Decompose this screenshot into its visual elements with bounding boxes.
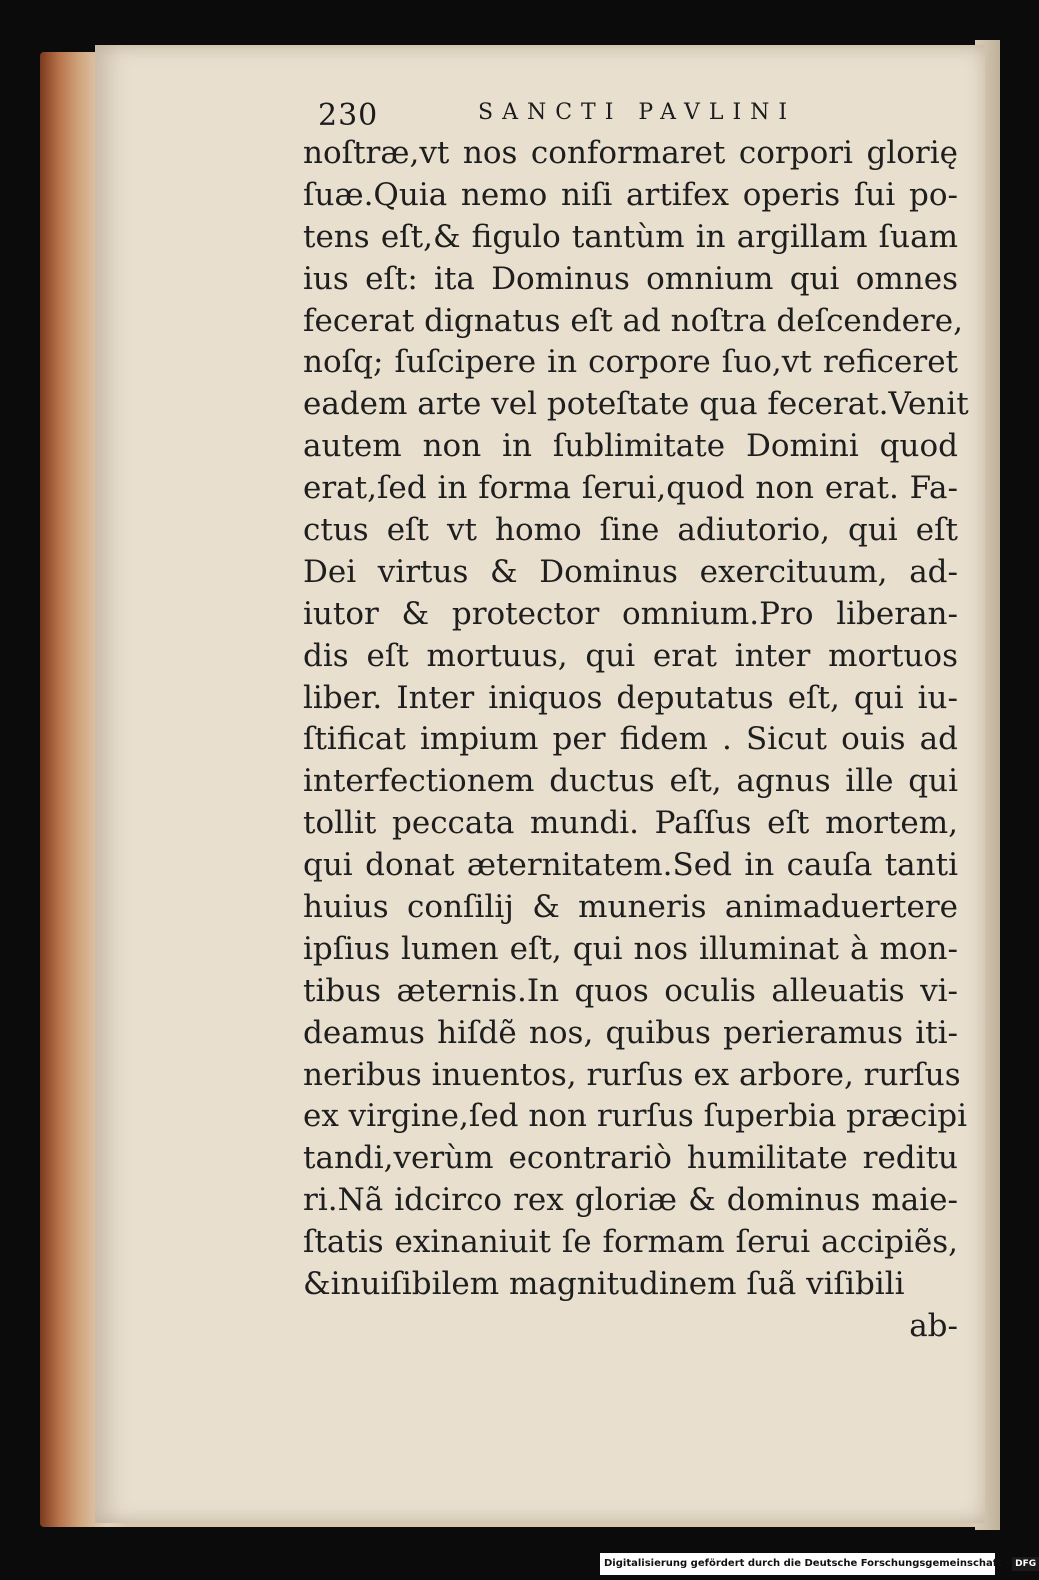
text-line: interfectionem ductus eſt, agnus ille qui [303,763,958,800]
text-line: tandi,verùm econtrariò humilitate reditu [303,1140,958,1177]
text-line: Dei virtus & Dominus exercituum, ad- [303,553,958,590]
running-head: SANCTI PAVLINI [478,100,797,125]
text-line: deamus hiſdẽ nos, quibus perieramus iti- [303,1014,958,1051]
text-line: ri.Nã idcirco rex gloriæ & dominus maie- [303,1182,958,1219]
text-line: tollit peccata mundi. Paſſus eſt mortem, [303,805,958,842]
text-line: neribus inuentos, rurſus ex arbore, rurſus [303,1056,961,1093]
page-number: 230 [318,98,379,133]
text-line: erat,ſed in forma ſerui,quod non erat. Fa- [303,470,958,507]
text-line: qui donat æternitatem.Sed in cauſa tanti [303,847,958,884]
text-line: eadem arte vel poteſtate qua fecerat.Venit [303,386,969,423]
text-line: autem non in ſublimitate Domini quod [303,428,958,465]
text-line: tens eſt,& figulo tantùm in argillam ſuam [303,218,958,255]
text-line: fecerat dignatus eſt ad noſtra deſcendere, [303,302,963,339]
text-line: ſuæ.Quia nemo niſi artifex operis ſui po- [303,176,958,213]
catchword: ab- [909,1307,958,1344]
text-line: ex virgine,ſed non rurſus ſuperbia præcipi [303,1098,968,1135]
text-line: noſtræ,vt nos conformaret corpori glorię [303,135,958,171]
text-line: ius eſt: ita Dominus omnium qui omnes [303,260,958,297]
text-line: iutor & protector omnium.Pro liberan- [303,595,958,632]
text-line: dis eſt mortuus, qui erat inter mortuos [303,637,958,674]
dfg-logo: DFG [1012,1557,1039,1571]
digitization-footer [600,1553,1037,1575]
text-line: tibus æternis.In quos oculis alleuatis vi- [303,972,958,1009]
text-line: &inuiſibilem magnitudinem ſuã viſibili [303,1266,905,1303]
body-text [303,133,969,1348]
text-line: ctus eſt vt homo ſine adiutorio, qui eſt [303,512,958,549]
footer-text: Digitalisierung gefördert durch die Deutsche Forschungsgemeinschaft · [604,1558,1010,1569]
text-line: ſtatis exinaniuit ſe formam ſerui accipiẽs, [303,1224,958,1261]
text-line: liber. Inter iniquos deputatus eſt, qui iu- [303,679,958,716]
text-line: huius conſilij & muneris animaduertere [303,889,958,926]
text-line: ſtificat impium per fidem . Sicut ouis ad [303,721,958,758]
text-line: noſq; ſuſcipere in corpore ſuo,vt reficeret [303,344,958,381]
page-header [318,98,858,134]
text-line: ipſius lumen eſt, qui nos illuminat à mon- [303,930,958,967]
